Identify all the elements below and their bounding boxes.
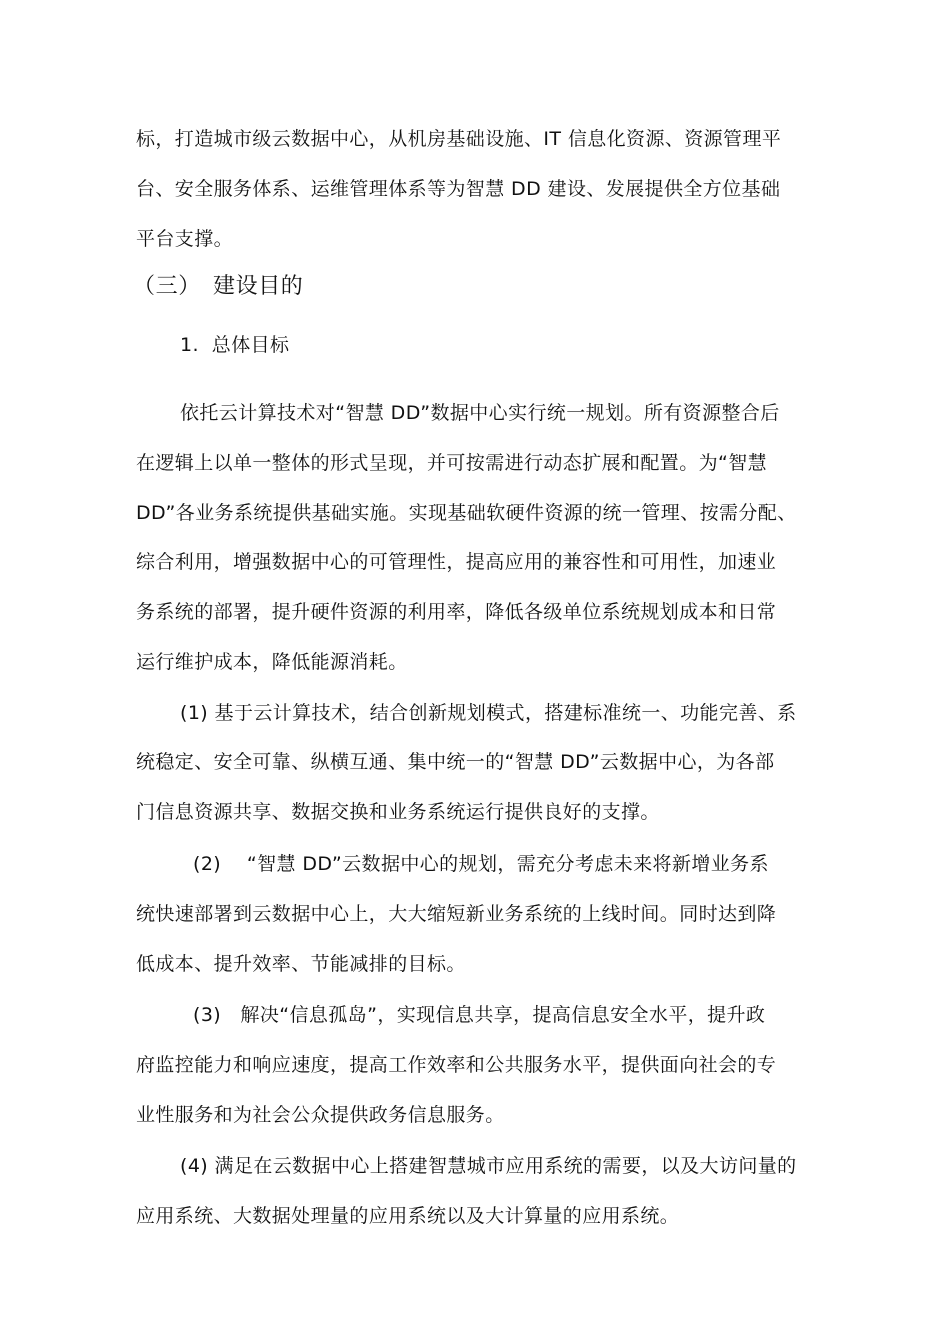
item3-line-3: 业性服务和为社会公众提供政务信息服务。	[136, 1104, 505, 1126]
intro-line-2: 台、安全服务体系、运维管理体系等为智慧 DD 建设、发展提供全方位基础	[136, 178, 781, 200]
para1-line-4: 综合利用，增强数据中心的可管理性，提高应用的兼容性和可用性，加速业	[136, 551, 777, 573]
item3-line-2: 府监控能力和响应速度，提高工作效率和公共服务水平，提供面向社会的专	[136, 1054, 777, 1076]
para1-line-5: 务系统的部署，提升硬件资源的利用率，降低各级单位系统规划成本和日常	[136, 601, 777, 623]
intro-line-3: 平台支撑。	[136, 228, 234, 250]
item1-line-2: 统稳定、安全可靠、纵横互通、集中统一的“智慧 DD”云数据中心，为各部	[136, 751, 775, 773]
item1-line-1: (1) 基于云计算技术，结合创新规划模式，搭建标准统一、功能完善、系	[180, 702, 797, 724]
item3-line-1: (3) 解决“信息孤岛”，实现信息共享，提高信息安全水平，提升政	[193, 1004, 766, 1026]
intro-line-1: 标，打造城市级云数据中心，从机房基础设施、IT 信息化资源、资源管理平	[136, 128, 782, 150]
para1-line-3: DD”各业务系统提供基础实施。实现基础软硬件资源的统一管理、按需分配、	[136, 502, 797, 524]
subsection-label: 1. 总体目标	[180, 334, 290, 356]
item2-line-3: 低成本、提升效率、节能减排的目标。	[136, 953, 466, 975]
para1-line-1: 依托云计算技术对“智慧 DD”数据中心实行统一规划。所有资源整合后	[180, 402, 780, 424]
section-title: 建设目的	[213, 274, 304, 299]
item4-line-1: (4) 满足在云数据中心上搭建智慧城市应用系统的需要，以及大访问量的	[180, 1155, 797, 1177]
section-number: （三）	[133, 274, 201, 299]
item1-line-3: 门信息资源共享、数据交换和业务系统运行提供良好的支撑。	[136, 801, 660, 823]
para1-line-2: 在逻辑上以单一整体的形式呈现，并可按需进行动态扩展和配置。为“智慧	[136, 452, 768, 474]
item2-line-1: (2) “智慧 DD”云数据中心的规划，需充分考虑未来将新增业务系	[193, 853, 769, 875]
item2-line-2: 统快速部署到云数据中心上，大大缩短新业务系统的上线时间。同时达到降	[136, 903, 777, 925]
para1-line-6: 运行维护成本，降低能源消耗。	[136, 651, 408, 673]
item4-line-2: 应用系统、大数据处理量的应用系统以及大计算量的应用系统。	[136, 1205, 680, 1227]
